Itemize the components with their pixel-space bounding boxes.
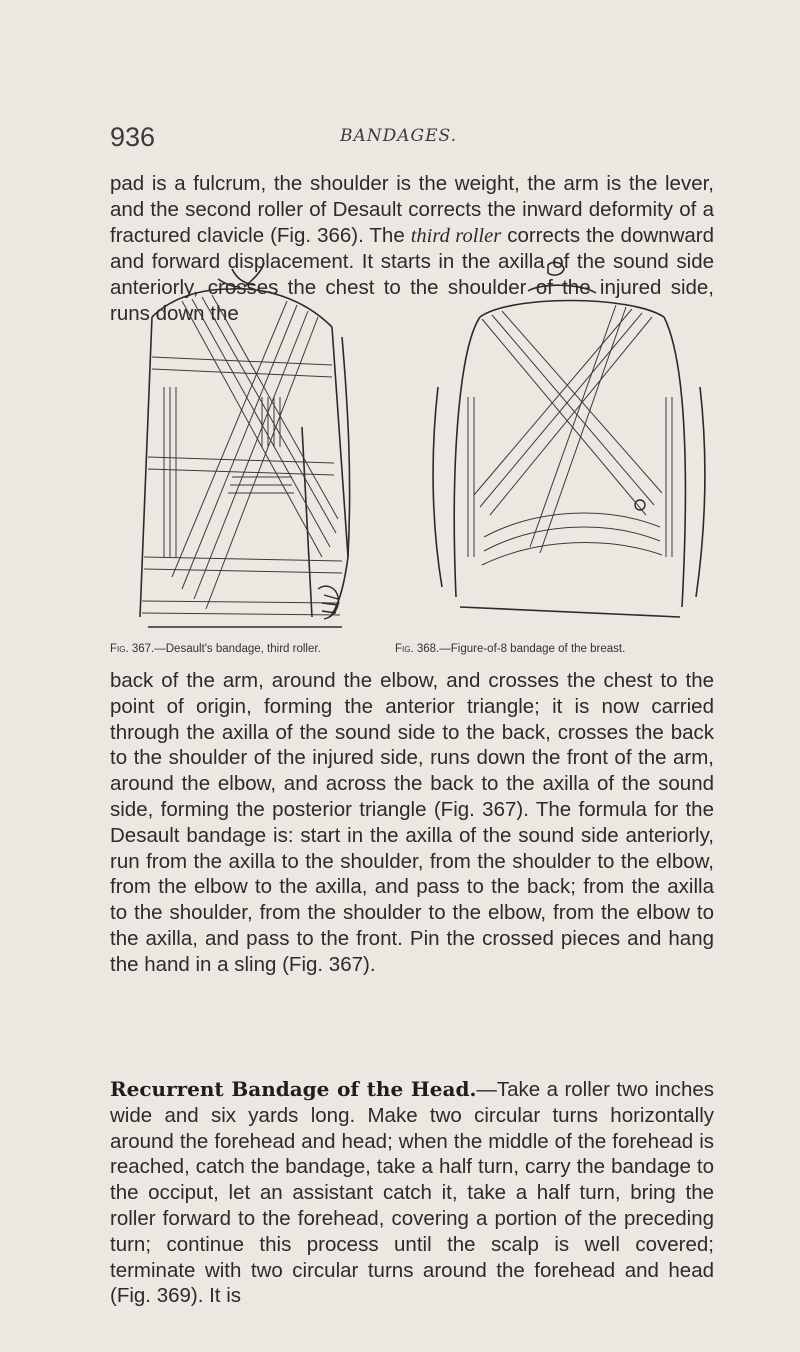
page-header (110, 122, 710, 162)
figure-368-illustration (420, 257, 716, 635)
figure-label: Fig. (110, 643, 129, 655)
paragraph-recurrent-bandage (110, 1077, 714, 1309)
section-heading: Recurrent Bandage of the Head. (110, 1077, 477, 1101)
paragraph-desault-formula: back of the arm, around the elbow, and crosses the chest to the point of origin, forming the anterior triangle; it is now carried through the axilla of the sound side to the back, crosses the back to the shoulder of the injured side, runs down the front of the arm, around the elbow, and across the back to the axilla of the sound side, forming the posterior triangle (Fig. 367). The formula for the Desault bandage is: start in the axilla of the sound side anteriorly, run from the axilla to the shoulder, from the shoulder to the elbow, from the elbow to the axilla, and pass to the back; from the axilla to the shoulder, from the shoulder to the elbow, from the elbow to the axilla, and pass to the front. Pin the crossed pieces and hang the hand in a sling (Fig. 367). (110, 669, 714, 976)
paragraph-intro-text: pad is a fulcrum, the shoulder is the weight, the arm is the lever, and the second roller of Desault corrects the inward deformity of a fractured clavicle (Fig. 366). The (110, 172, 714, 247)
figure-label: Fig. (395, 643, 414, 655)
desault-bandage-drawing (112, 257, 372, 635)
caption-text: 367.—Desault's bandage, third roller. (128, 643, 321, 655)
page-number: 936 (110, 122, 156, 152)
italic-term: third roller (410, 224, 502, 247)
section-text: —Take a roller two inches wide and six yards long. Make two circular turns horizontally around the forehead and head; when the middle of the forehead is reached, catch the bandage, take a half turn, carry the bandage to the occiput, let an assistant catch it, take a half turn, bring the roller forward to the forehead, covering a portion of the preceding turn; continue this process until the scalp is well covered; terminate with two circular turns around the forehead and head (Fig. 369). It is (110, 1078, 714, 1308)
figure-368-caption (395, 643, 625, 655)
running-head: BANDAGES. (340, 126, 457, 146)
figure-of-8-breast-drawing (420, 257, 716, 635)
figure-367-illustration (112, 257, 372, 635)
paragraph-intro-rest: corrects the downward and forward displacement. It starts in the axilla of the sound side anteriorly, crosses the chest to the shoulder of the injured side, runs down the (110, 223, 714, 325)
figure-367-caption (110, 643, 321, 655)
caption-text: 368.—Figure-of-8 bandage of the breast. (413, 643, 626, 655)
